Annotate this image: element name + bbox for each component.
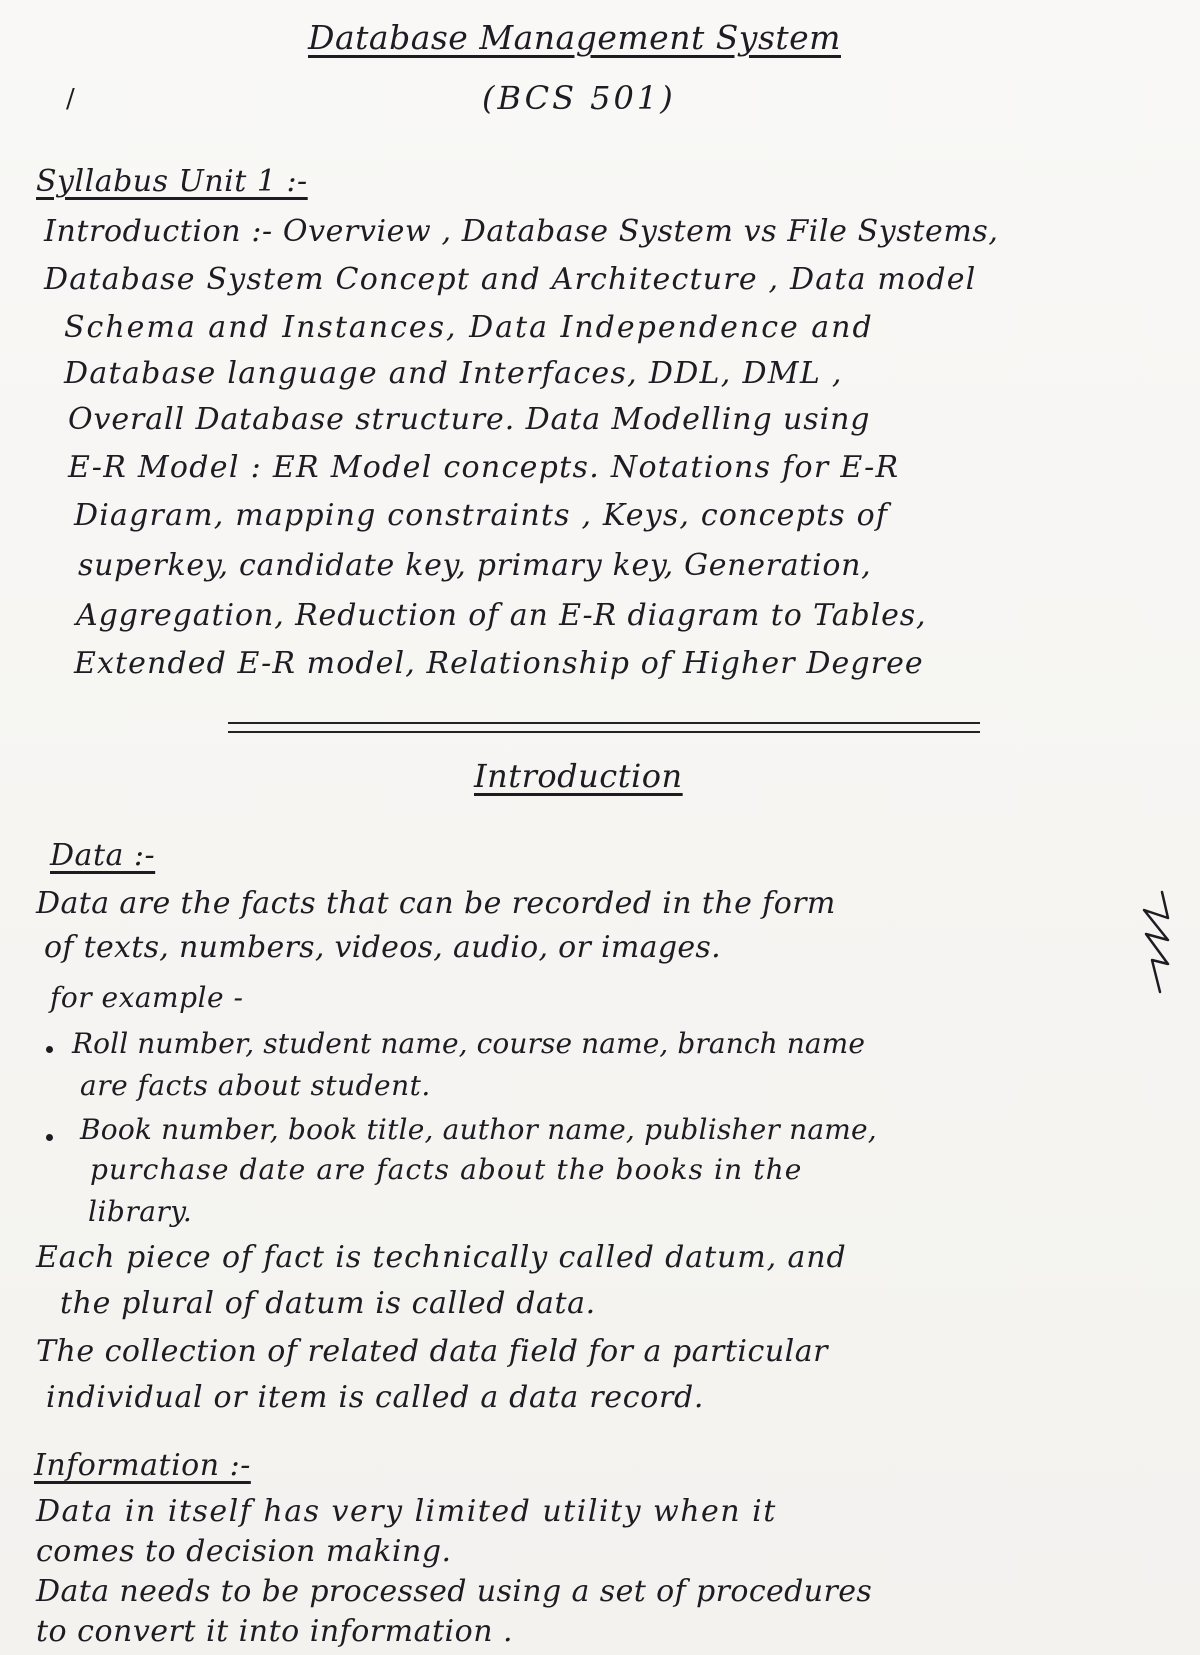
data-heading: Data :- [50,838,156,873]
information-line: comes to decision making. [36,1534,452,1569]
data-line: are facts about student. [80,1069,431,1102]
information-heading: Information :- [34,1448,251,1483]
page-title: Database Management System [308,18,841,57]
data-line: purchase date are facts about the books in the [90,1153,803,1186]
data-line: The collection of related data field for a particular [36,1334,828,1369]
syllabus-line: Schema and Instances, Data Independence and [64,310,874,345]
data-line: individual or item is called a data record. [46,1380,705,1415]
data-line: of texts, numbers, videos, audio, or images. [44,930,721,965]
information-line: Data needs to be processed using a set of procedures [36,1574,873,1609]
syllabus-line: E-R Model : ER Model concepts. Notations for E-R [68,450,900,485]
data-line: Book number, book title, author name, publisher name, [80,1113,877,1146]
syllabus-line: Database language and Interfaces, DDL, DML , [64,356,843,391]
introduction-heading: Introduction [474,757,683,795]
data-line: the plural of datum is called data. [60,1286,596,1321]
data-line: library. [88,1195,193,1228]
divider-rule [228,722,980,724]
bullet-point [46,1046,53,1053]
zigzag-mark [1138,888,1178,998]
syllabus-line: superkey, candidate key, primary key, Generation, [78,548,872,583]
syllabus-line: Aggregation, Reduction of an E-R diagram to Tables, [76,598,927,633]
syllabus-line: Introduction :- Overview , Database System vs File Systems, [44,214,999,249]
information-line: to convert it into information . [36,1614,514,1649]
data-line: Each piece of fact is technically called datum, and [36,1240,847,1275]
pen-mark: / [66,84,75,114]
bullet-point [46,1134,53,1141]
data-line: for example - [50,981,244,1014]
syllabus-line: Diagram, mapping constraints , Keys, concepts of [74,498,889,533]
information-line: Data in itself has very limited utility when it [36,1494,777,1529]
syllabus-line: Database System Concept and Architecture , Data model [44,262,977,297]
divider-rule [228,731,980,733]
data-line: Data are the facts that can be recorded in the form [36,886,836,921]
syllabus-line: Extended E-R model, Relationship of Higher Degree [74,646,924,681]
course-code: (BCS 501) [482,79,676,117]
data-line: Roll number, student name, course name, branch name [72,1027,865,1060]
syllabus-line: Overall Database structure. Data Modelling using [68,402,871,437]
syllabus-heading: Syllabus Unit 1 :- [36,164,308,199]
